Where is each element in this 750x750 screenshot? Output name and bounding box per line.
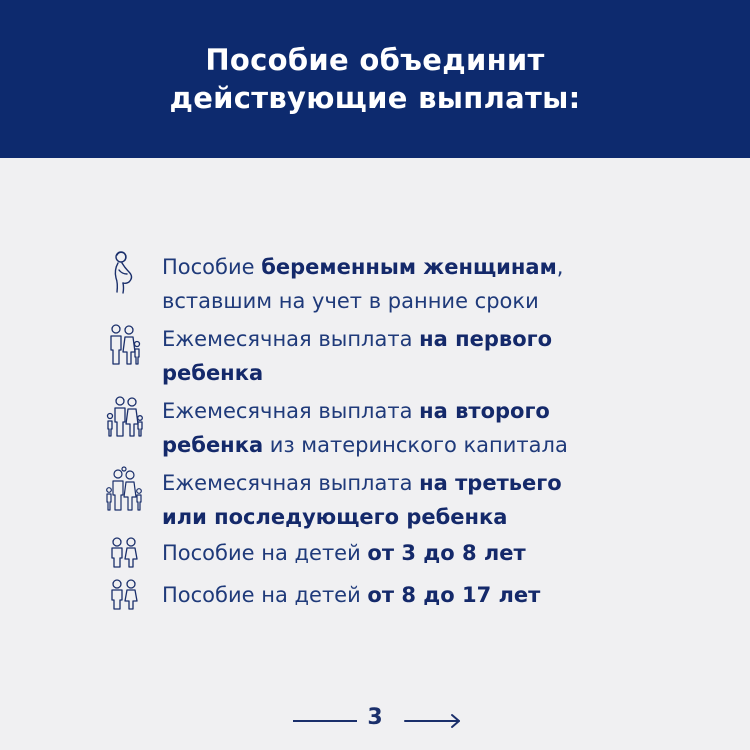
header-banner <box>0 0 750 158</box>
two-kids-icon <box>104 536 144 580</box>
item-text-bold: или последующего ребенка <box>162 505 508 529</box>
item-text <box>162 322 552 390</box>
item-text-bold: ребенка <box>162 361 264 385</box>
item-text-regular: Пособие на детей <box>162 541 368 565</box>
list-item-second-child <box>104 394 724 462</box>
page-title-line-2: действующие выплаты: <box>169 81 581 115</box>
two-kids-icon <box>104 578 144 622</box>
pagination-line <box>293 720 357 722</box>
family-three-children-icon <box>104 466 144 510</box>
page-number: 3 <box>367 705 383 730</box>
item-text-bold: беременным женщинам <box>261 255 557 279</box>
item-text-regular: Ежемесячная выплата <box>162 399 420 423</box>
pagination <box>0 700 750 740</box>
item-text-bold: от 3 до 8 лет <box>367 541 526 565</box>
item-text <box>162 578 540 612</box>
item-text-bold: ребенка <box>162 433 264 457</box>
list-item-kids-3-8 <box>104 536 724 580</box>
list-item-pregnant <box>104 250 724 318</box>
item-text <box>162 250 563 318</box>
pregnant-woman-icon <box>104 250 144 294</box>
item-text-regular: Ежемесячная выплата <box>162 471 420 495</box>
list-item-third-child <box>104 466 724 534</box>
item-text-regular: Ежемесячная выплата <box>162 327 420 351</box>
item-text <box>162 394 568 462</box>
item-text-regular: , <box>556 255 564 279</box>
item-text-regular: вставшим на учет в ранние сроки <box>162 289 539 313</box>
list-item-first-child <box>104 322 724 390</box>
item-text-bold: на третьего <box>419 471 562 495</box>
item-text-bold: на первого <box>419 327 553 351</box>
page-title-line-1: Пособие объединит <box>205 43 545 77</box>
item-text-regular: из материнского капитала <box>263 433 568 457</box>
item-text <box>162 536 526 570</box>
arrow-right-icon[interactable] <box>404 712 462 730</box>
item-text <box>162 466 562 534</box>
item-text-regular: Пособие на детей <box>162 583 368 607</box>
item-text-bold: на второго <box>419 399 550 423</box>
family-two-children-icon <box>104 394 144 438</box>
item-text-regular: Пособие <box>162 255 262 279</box>
item-text-bold: от 8 до 17 лет <box>367 583 541 607</box>
list-item-kids-8-17 <box>104 578 724 622</box>
family-one-child-icon <box>104 322 144 366</box>
